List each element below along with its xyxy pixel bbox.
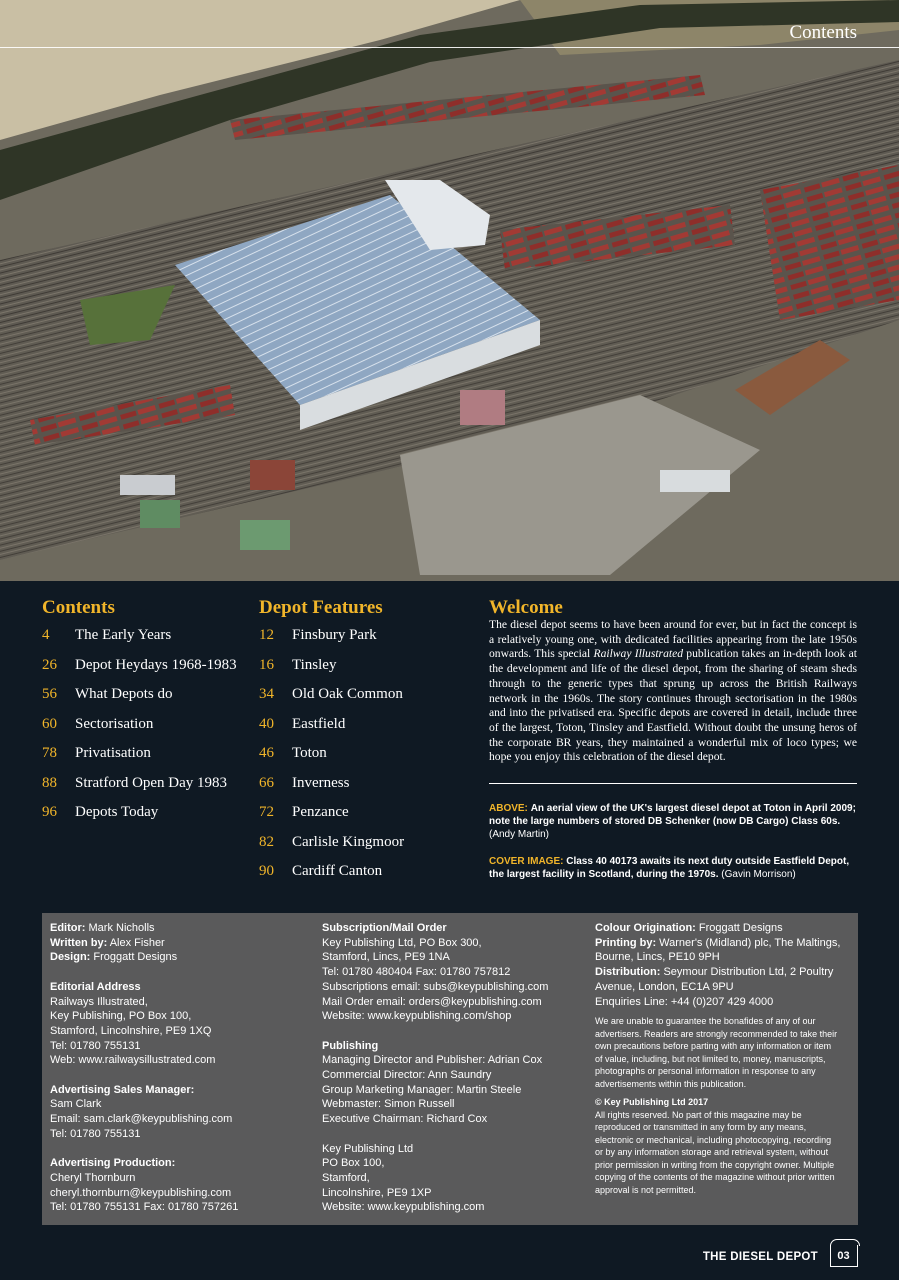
item-title: The Early Years (75, 627, 172, 643)
caption-cover (489, 856, 857, 882)
copyright-line: or by any information storage and retrieval system, without (595, 1147, 829, 1158)
disclaimer-line: own precautions before parting with any information or item (595, 1041, 832, 1052)
item-title: Depots Today (75, 804, 159, 820)
publishing-heading: Publishing (322, 1039, 379, 1052)
depot-feature-item[interactable] (259, 834, 404, 864)
depot-features-list (259, 627, 404, 893)
subscription-email[interactable]: Subscriptions email: subs@keypublishing.com (322, 980, 549, 993)
depot-feature-item[interactable] (259, 745, 404, 775)
page-number: 88 (42, 774, 57, 791)
page-number: 90 (259, 863, 274, 879)
welcome-text-part: publication takes an in-depth look at the development and life of the diesel depot, from the sharing of steam sheds through to the generic types that sprung up across the British Railways network in the 1960s. The story continues through sectorisation in the 1980s and into the privatised era. Specific depots are covered in detail, include three of the largest, Toton, Tinsley and Eastfield. Without doubt the unsung heros of the corporate BR years, they maintained a wonderful mix of loco types; we hope you enjoy this celebration of the diesel depot. (489, 647, 857, 764)
contents-item[interactable] (42, 716, 237, 746)
disclaimer-line: advertisements within this publication. (595, 1078, 747, 1089)
page-number-badge (830, 1245, 858, 1267)
distribution-line-2: Avenue, London, EC1A 9PU (595, 980, 734, 993)
caption-label: ABOVE: (489, 803, 528, 814)
design-name: Froggatt Designs (93, 951, 178, 964)
design-line (50, 950, 312, 965)
contents-item[interactable] (42, 804, 237, 834)
ad-production-line: Tel: 01780 755131 Fax: 01780 757261 (50, 1201, 239, 1214)
header-rule (0, 47, 899, 48)
ad-sales-line: Tel: 01780 755131 (50, 1127, 141, 1140)
colour-line (595, 921, 853, 936)
disclaimer-line: photographs or personal information in response to any (595, 1066, 816, 1077)
subscription-line: Stamford, Lincs, PE9 1NA (322, 951, 450, 964)
publishing-line: Executive Chairman: Richard Cox (322, 1113, 488, 1126)
item-title: Eastfield (292, 715, 346, 732)
item-title: Stratford Open Day 1983 (75, 774, 228, 791)
depot-feature-item[interactable] (259, 627, 404, 657)
ad-sales-line: Sam Clark (50, 1098, 102, 1111)
item-title: Inverness (292, 774, 350, 791)
caption-text: An aerial view of the UK's largest diesel depot at Toton in April 2009; note the large numbers of stored DB Schenker (now DB Cargo) Class 60s. (489, 803, 856, 827)
aerial-photo-illustration (0, 0, 899, 581)
subscription-line: Key Publishing Ltd, PO Box 300, (322, 936, 482, 949)
address-line: Key Publishing Ltd (322, 1142, 414, 1155)
shop-website[interactable]: Website: www.keypublishing.com/shop (322, 1010, 512, 1023)
enquiries-line: Enquiries Line: +44 (0)207 429 4000 (595, 995, 774, 1008)
editorial-line: Tel: 01780 755131 (50, 1039, 141, 1052)
editorial-line: Stamford, Lincolnshire, PE9 1XQ (50, 1024, 212, 1037)
depot-feature-item[interactable] (259, 863, 404, 893)
ad-sales-email[interactable]: Email: sam.clark@keypublishing.com (50, 1113, 233, 1126)
depot-features-heading: Depot Features (259, 597, 383, 618)
header-title: Contents (789, 22, 857, 43)
editorial-line: Key Publishing, PO Box 100, (50, 1010, 192, 1023)
footer-title: THE DIESEL DEPOT (702, 1251, 818, 1263)
welcome-text (489, 618, 857, 765)
disclaimer-line: advertisers. Readers are strongly recommended to take their (595, 1028, 838, 1039)
contents-item[interactable] (42, 686, 237, 716)
colour-value: Froggatt Designs (698, 922, 783, 934)
printing-label: Printing by: (595, 936, 657, 949)
caption-above (489, 803, 857, 841)
mail-order-email[interactable]: Mail Order email: orders@keypublishing.com (322, 995, 542, 1008)
contents-item[interactable] (42, 657, 237, 687)
item-title: Sectorisation (75, 715, 154, 732)
copyright-line: approval is not permitted. (595, 1184, 697, 1195)
welcome-heading: Welcome (489, 597, 563, 618)
publication-name: Railway Illustrated (593, 647, 684, 661)
disclaimer-line: We are unable to guarantee the bonafides of any of our (595, 1016, 816, 1027)
item-title: Carlisle Kingmoor (292, 833, 405, 850)
printing-line-2: Bourne, Lincs, PE10 9PH (595, 951, 720, 964)
item-title: Old Oak Common (292, 686, 403, 702)
page-number: 4 (42, 627, 50, 643)
depot-feature-item[interactable] (259, 686, 404, 716)
caption-text: Class 40 40173 awaits its next duty outside Eastfield Depot, the largest facility in Scotland, during the 1970s. (489, 856, 850, 880)
aerial-photo (0, 0, 899, 581)
page-number: 82 (259, 833, 274, 850)
page-number: 96 (42, 804, 57, 820)
page-number: 03 (837, 1250, 850, 1262)
editor-label: Editor: (50, 922, 86, 934)
copyright-line: copying of the contents of the magazine without prior written (595, 1172, 835, 1183)
caption-credit: (Gavin Morrison) (721, 868, 796, 880)
contents-item[interactable] (42, 627, 237, 657)
credits-column-3 (595, 921, 853, 1196)
page-number: 16 (259, 656, 274, 673)
item-title: Privatisation (75, 745, 151, 761)
copyright-line: All rights reserved. No part of this magazine may be (595, 1109, 802, 1120)
subscription-line: Tel: 01780 480404 Fax: 01780 757812 (322, 966, 511, 979)
page-number: 56 (42, 686, 57, 702)
distribution-value: Seymour Distribution Ltd, 2 Poultry (663, 966, 834, 979)
depot-feature-item[interactable] (259, 716, 404, 746)
item-title: What Depots do (75, 686, 173, 702)
publishing-line: Managing Director and Publisher: Adrian Cox (322, 1054, 543, 1067)
copyright-line: electronic or mechanical, including photocopying, recording (595, 1134, 832, 1145)
page-number: 34 (259, 686, 274, 702)
publishing-line: Webmaster: Simon Russell (322, 1098, 455, 1111)
copyright-line: reproduced or transmitted in any form by any means, (595, 1122, 807, 1133)
publisher-website[interactable]: Website: www.keypublishing.com (322, 1201, 485, 1214)
address-line: PO Box 100, (322, 1157, 385, 1170)
editor-line (50, 921, 312, 936)
ad-sales-heading: Advertising Sales Manager: (50, 1083, 195, 1096)
item-title: Toton (292, 745, 327, 761)
divider (489, 783, 857, 784)
copyright-line: prior permission in writing from the copyright owner. Multiple (595, 1159, 835, 1170)
ad-production-heading: Advertising Production: (50, 1157, 176, 1170)
depot-feature-item[interactable] (259, 657, 404, 687)
page-number: 12 (259, 627, 274, 643)
disclaimer-line: of value, including, but not limited to, money, manuscripts, (595, 1053, 826, 1064)
item-title: Finsbury Park (292, 627, 377, 643)
item-title: Depot Heydays 1968-1983 (75, 656, 237, 673)
distribution-label: Distribution: (595, 966, 661, 979)
item-title: Cardiff Canton (292, 863, 383, 879)
depot-feature-item[interactable] (259, 775, 404, 805)
page-number: 72 (259, 804, 274, 820)
colour-label: Colour Origination: (595, 922, 696, 934)
page-number: 60 (42, 715, 57, 732)
contents-heading: Contents (42, 597, 115, 618)
item-title: Tinsley (292, 656, 337, 673)
subscription-heading: Subscription/Mail Order (322, 922, 447, 934)
copyright-heading: © Key Publishing Ltd 2017 (595, 1097, 709, 1108)
distribution-line (595, 965, 853, 980)
printing-line (595, 936, 853, 951)
design-label: Design: (50, 951, 91, 964)
editor-name: Mark Nicholls (88, 922, 155, 934)
item-title: Penzance (292, 804, 349, 820)
publishing-line: Commercial Director: Ann Saundry (322, 1069, 492, 1082)
contents-item[interactable] (42, 775, 237, 805)
depot-feature-item[interactable] (259, 804, 404, 834)
address-line: Lincolnshire, PE9 1XP (322, 1186, 432, 1199)
page-number: 26 (42, 656, 57, 673)
caption-label: COVER IMAGE: (489, 856, 564, 867)
writer-line (50, 936, 312, 951)
contents-list (42, 627, 237, 834)
writer-label: Written by: (50, 936, 108, 949)
editorial-website[interactable]: Web: www.railwaysillustrated.com (50, 1054, 216, 1067)
credits-column-2 (322, 921, 587, 1215)
caption-credit: (Andy Martin) (489, 828, 550, 840)
writer-name: Alex Fisher (109, 936, 165, 949)
contents-item[interactable] (42, 745, 237, 775)
editorial-heading: Editorial Address (50, 980, 141, 993)
welcome-text-part: The diesel depot seems to have been around for ever, but in fact the concept is a relatively young one, with dedicated facilities appearing from the late 1950s onwards. This special (489, 618, 857, 661)
credits-box (42, 913, 858, 1225)
publishing-line: Group Marketing Manager: Martin Steele (322, 1083, 522, 1096)
page-number: 66 (259, 774, 274, 791)
address-line: Stamford, (322, 1171, 370, 1184)
page-number: 40 (259, 715, 274, 732)
printing-value: Warner's (Midland) plc, The Maltings, (659, 936, 841, 949)
page-number: 78 (42, 745, 57, 761)
ad-production-email[interactable]: cheryl.thornburn@keypublishing.com (50, 1186, 232, 1199)
editorial-line: Railways Illustrated, (50, 995, 148, 1008)
credits-column-1 (50, 921, 312, 1215)
page-number: 46 (259, 745, 274, 761)
ad-production-line: Cheryl Thornburn (50, 1171, 136, 1184)
